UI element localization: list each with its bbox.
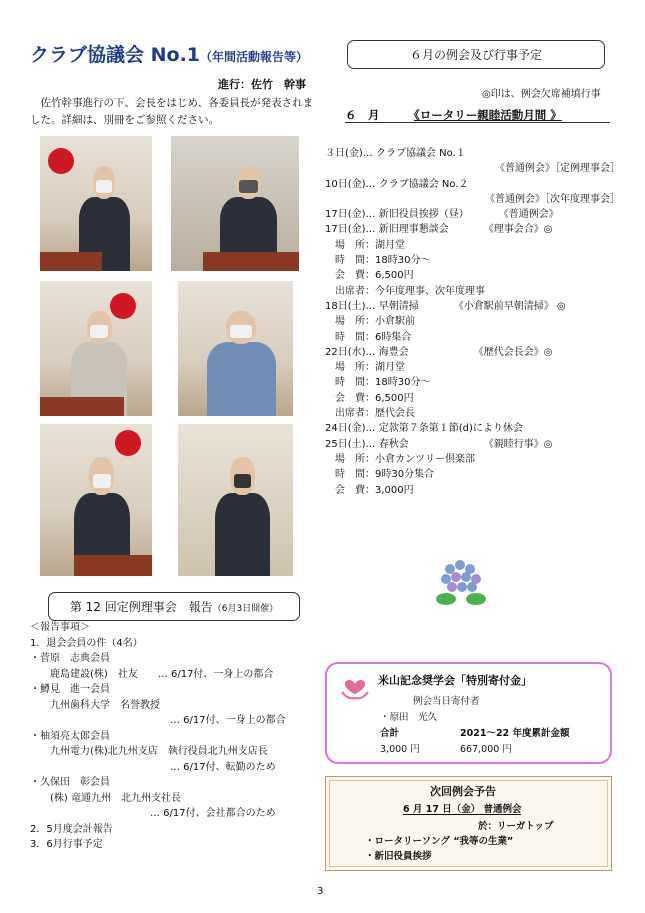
report-line: ・久保田 彰会員: [30, 777, 110, 788]
photo-speaker-5: [40, 424, 152, 576]
month-underline: [345, 122, 610, 123]
schedule-header: ６月の例会及び行事予定: [347, 40, 605, 69]
meeting-report-header: 第 12 回定例理事会 報告（6月3日開催）: [48, 592, 300, 621]
schedule-row: 時 間：18時30分～: [325, 377, 431, 389]
schedule-row: 17日(金)… 新旧役員挨拶（昼） 《普通例会》: [325, 209, 559, 221]
report-line: … 6/17付、会社都合のため: [30, 808, 276, 819]
next-meeting-place: 於：リーガトップ: [478, 821, 554, 832]
next-meeting-date: 6 月 17 日（金） 普通例会: [403, 804, 522, 815]
schedule-row: 10日(金)… クラブ協議会 No.２: [325, 178, 469, 190]
month-heading: ６ 月 《ロータリー親睦活動月間 》: [345, 108, 562, 122]
report-line: (株) 竜通九州 北九州支社長: [30, 792, 181, 804]
page-title: クラブ協議会 No.1（年間活動報告等）: [30, 44, 309, 66]
schedule-row: 出席者：今年度理事、次年度理事: [325, 285, 485, 297]
next-meeting-items: [365, 834, 513, 864]
schedule-row: 時 間：6時集合: [325, 331, 412, 343]
schedule-row: 25日(土)… 春秋会 《親睦行事》◎: [325, 438, 553, 450]
donation-subtitle: 例会当日寄付者: [413, 696, 480, 707]
schedule-row: 場 所：小倉カンツリー倶楽部: [325, 453, 475, 465]
report-line: ＜報告事項＞: [30, 622, 90, 633]
photo-speaker-2: [171, 136, 299, 271]
schedule-list: [325, 146, 625, 498]
meeting-report-body: [30, 620, 335, 853]
schedule-row: 《普通例会》［定例理事会］: [495, 163, 620, 175]
schedule-row: 時 間：18時30分～: [325, 255, 431, 267]
report-line: ・柚須亮太郎会員: [30, 730, 110, 742]
photo-speaker-1: [40, 136, 152, 271]
donation-details: [380, 710, 569, 758]
report-line: 2．5月度会計報告: [30, 823, 113, 835]
report-line: … 6/17付、一身上の都合: [30, 715, 286, 726]
report-line: 1．退会会員の件（4名）: [30, 637, 143, 649]
next-item: ・新旧役員挨拶: [365, 851, 432, 862]
report-line: 3．6月行事予定: [30, 839, 103, 850]
report-line: … 6/17付、転勤のため: [30, 761, 276, 773]
report-line: 九州電力(株)北九州支店 執行役員北九州支店長: [30, 746, 268, 757]
next-item: ・ロータリーソング “我等の生業”: [365, 836, 514, 847]
photo-speaker-4: [178, 281, 293, 416]
heart-hands-icon: [340, 674, 370, 702]
photo-speaker-3: [40, 281, 152, 416]
schedule-row: ３日(金)… クラブ協議会 No.１: [325, 148, 466, 159]
schedule-row: 会 費：6,500円: [325, 270, 414, 282]
donation-amounts: 3,000 円 667,000 円: [380, 744, 512, 755]
schedule-row: 18日(土)… 早朝清掃 《小倉駅前早朝清掃》 ◎: [325, 300, 566, 312]
page-number: 3: [317, 886, 324, 897]
intro-text: 佐竹幹事進行の下、会長をはじめ、各委員長が発表されました。詳細は、別冊をご参照ください。: [30, 97, 314, 126]
donation-title: 米山記念奨学会「特別寄付金」: [378, 674, 532, 687]
report-line: ・菅原 志典会員: [30, 653, 110, 664]
report-line: 鹿島建設(株) 社友 … 6/17付、一身上の都合: [30, 668, 274, 680]
schedule-row: 時 間：9時30分集合: [325, 469, 435, 481]
report-line: ・鱒見 進一会員: [30, 684, 110, 695]
schedule-row: 出席者：歴代会長: [325, 408, 415, 420]
schedule-row: 24日(金)… 定款第７条第１節(d)により休会: [325, 423, 523, 435]
schedule-row: 会 費：6,500円: [325, 392, 414, 404]
schedule-row: 場 所：湖月堂: [325, 362, 405, 374]
schedule-row: 22日(水)… 海豊会 《歴代会長会》◎: [325, 346, 553, 358]
hydrangea-illustration: [432, 555, 490, 610]
donation-labels: 合計 2021～22 年度累計金額: [380, 728, 570, 739]
schedule-row: 場 所：湖月堂: [325, 239, 405, 251]
donor-name: ・原田 光久: [380, 712, 438, 723]
photo-speaker-6: [178, 424, 293, 576]
next-meeting-title: 次回例会予告: [430, 785, 496, 798]
schedule-note: ◎印は、例会欠席補填行事: [482, 89, 601, 100]
chair-line: 進行：佐竹 幹事: [218, 78, 306, 91]
schedule-row: 17日(金)… 新旧理事懇談会 《理事会合》◎: [325, 224, 553, 236]
report-line: 九州歯科大学 名誉教授: [30, 699, 160, 711]
schedule-row: 場 所：小倉駅前: [325, 316, 415, 328]
schedule-row: 会 費：3,000円: [325, 484, 414, 496]
schedule-row: 《普通例会》［次年度理事会］: [485, 193, 620, 205]
